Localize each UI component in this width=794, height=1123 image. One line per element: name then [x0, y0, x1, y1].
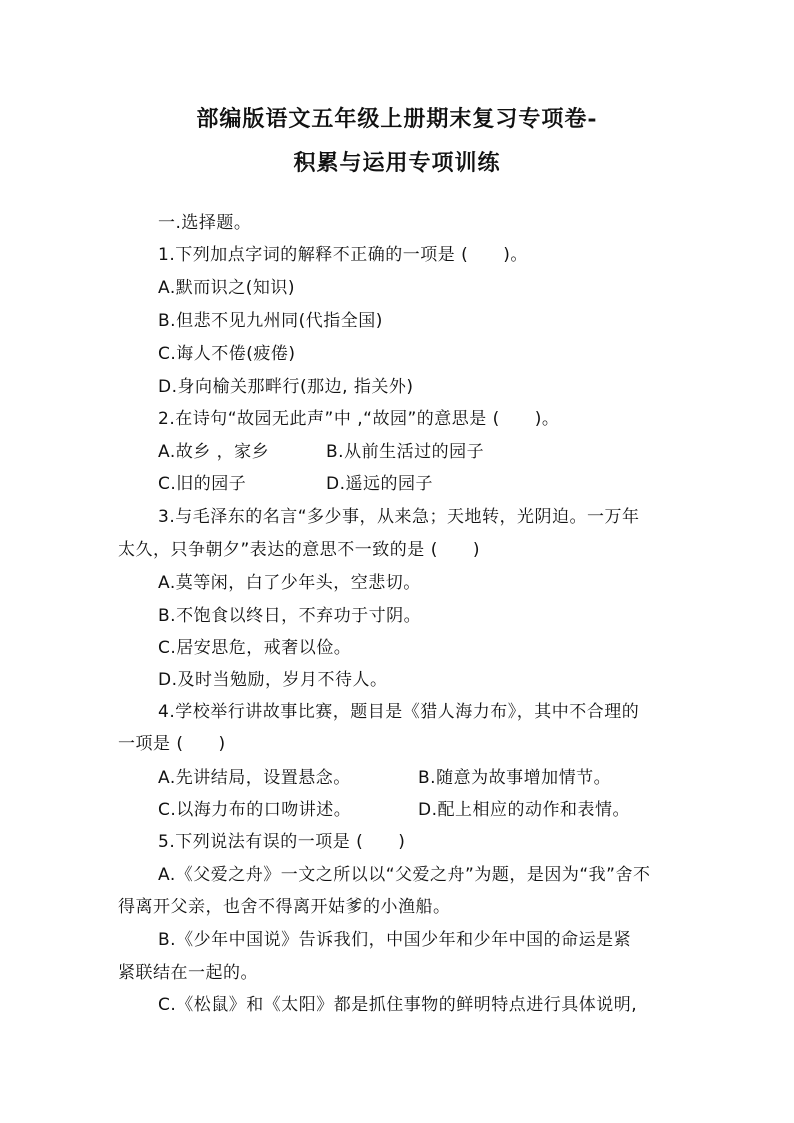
q5-option-b-line2: 紧联结在一起的。: [118, 963, 258, 983]
q5-option-a-line1: A.《父爱之舟》一文之所以以“父爱之舟”为题，是因为“我”舍不: [158, 865, 651, 885]
q3-stem-line2: 太久，只争朝夕”表达的意思不一致的是 ( ): [118, 540, 480, 560]
q3-option-c: C.居安思危，戒奢以俭。: [158, 638, 352, 658]
q1-option-a: A.默而识之(知识): [158, 278, 295, 298]
q3-stem-line1: 3.与毛泽东的名言“多少事，从来急；天地转，光阴迫。一万年: [158, 507, 640, 527]
q1-option-d: D.身向榆关那畔行(那边, 指关外): [158, 377, 414, 397]
q1-option-c: C.诲人不倦(疲倦): [158, 344, 296, 364]
q3-option-d: D.及时当勉励，岁月不待人。: [158, 670, 388, 690]
q2-option-a: A.故乡 ，家乡: [158, 442, 270, 462]
q1-option-b: B.但悲不见九州同(代指全国): [158, 311, 383, 331]
section-heading: 一.选择题。: [158, 213, 252, 233]
exam-title-line1: 部编版语文五年级上册期末复习专项卷-: [196, 106, 598, 132]
q2-option-b: B.从前生活过的园子: [326, 442, 485, 462]
q5-option-c-line1: C.《松鼠》和《太阳》都是抓住事物的鲜明特点进行具体说明,: [158, 995, 638, 1015]
exam-title-line2: 积累与运用专项训练: [293, 150, 501, 176]
q3-option-b: B.不饱食以终日，不弃功于寸阴。: [158, 606, 422, 626]
q4-option-c: C.以海力布的口吻讲述。: [158, 800, 352, 820]
q5-option-a-line2: 得离开父亲，也舍不得离开姑爹的小渔船。: [118, 897, 451, 917]
q2-option-c: C.旧的园子: [158, 474, 247, 494]
q4-option-a: A.先讲结局，设置悬念。: [158, 768, 351, 788]
q5-stem: 5.下列说法有误的一项是 ( ): [158, 832, 406, 852]
q4-stem-line1: 4.学校举行讲故事比赛，题目是《猎人海力布》，其中不合理的: [158, 702, 640, 722]
q5-option-b-line1: B.《少年中国说》告诉我们，中国少年和少年中国的命运是紧: [158, 930, 632, 950]
q4-option-b: B.随意为故事增加情节。: [418, 768, 612, 788]
q2-option-d: D.遥远的园子: [326, 474, 433, 494]
q2-stem: 2.在诗句“故园无此声”中 ,“故园”的意思是 ( )。: [158, 409, 560, 429]
q4-stem-line2: 一项是 ( ): [118, 734, 226, 754]
q4-option-d: D.配上相应的动作和表情。: [418, 800, 630, 820]
q1-stem: 1.下列加点字词的解释不正确的一项是 ( )。: [158, 245, 528, 265]
q3-option-a: A.莫等闲，白了少年头，空悲切。: [158, 573, 421, 593]
